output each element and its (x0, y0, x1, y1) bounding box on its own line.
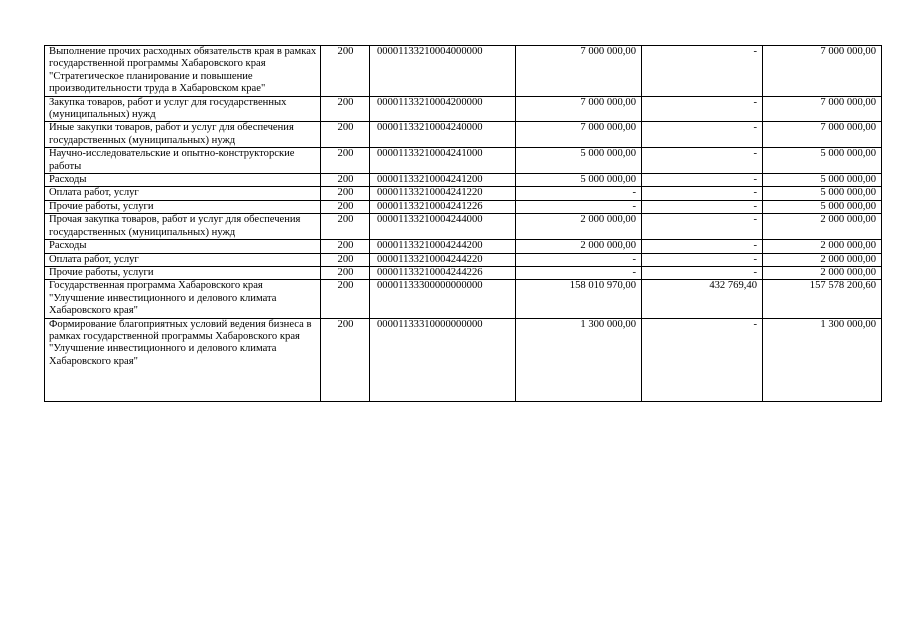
executed-amount-cell: - (642, 96, 763, 122)
expense-name-cell: Расходы (45, 174, 321, 187)
budget-classification-code-cell: 00001133210004241200 (370, 174, 516, 187)
executed-amount-cell: 432 769,40 (642, 280, 763, 318)
remaining-amount-cell: 7 000 000,00 (763, 122, 882, 148)
table-row (45, 253, 882, 266)
line-code-cell: 200 (321, 187, 370, 200)
executed-amount-cell: - (642, 148, 763, 174)
table-row (45, 96, 882, 122)
executed-amount-cell: - (642, 187, 763, 200)
line-code-cell: 200 (321, 122, 370, 148)
table-row (45, 148, 882, 174)
executed-amount-cell: - (642, 253, 763, 266)
expense-name-cell: Расходы (45, 240, 321, 253)
line-code-cell: 200 (321, 266, 370, 279)
table-body (45, 46, 882, 402)
remaining-amount-cell: 2 000 000,00 (763, 266, 882, 279)
executed-amount-cell: - (642, 266, 763, 279)
approved-amount-cell: - (516, 253, 642, 266)
line-code-cell: 200 (321, 280, 370, 318)
budget-classification-code-cell: 00001133210004244226 (370, 266, 516, 279)
approved-amount-cell: - (516, 266, 642, 279)
line-code-cell: 200 (321, 253, 370, 266)
expense-name-cell: Закупка товаров, работ и услуг для государственных (муниципальных) нужд (45, 96, 321, 122)
remaining-amount-cell: 7 000 000,00 (763, 96, 882, 122)
line-code-cell: 200 (321, 96, 370, 122)
budget-classification-code-cell: 00001133210004244200 (370, 240, 516, 253)
budget-classification-code-cell: 00001133210004241220 (370, 187, 516, 200)
expense-name-cell: Прочие работы, услуги (45, 200, 321, 213)
remaining-amount-cell: 2 000 000,00 (763, 214, 882, 240)
remaining-amount-cell: 2 000 000,00 (763, 240, 882, 253)
remaining-amount-cell: 1 300 000,00 (763, 318, 882, 401)
expense-name-cell: Государственная программа Хабаровского края "Улучшение инвестиционного и делового климата Хабаровского края" (45, 280, 321, 318)
expense-name-cell: Формирование благоприятных условий ведения бизнеса в рамках государственной программы Хабаровского края "Улучшение инвестиционного и делового климата Хабаровского края" (45, 318, 321, 401)
budget-classification-code-cell: 00001133210004240000 (370, 122, 516, 148)
executed-amount-cell: - (642, 214, 763, 240)
table-row (45, 280, 882, 318)
approved-amount-cell: 5 000 000,00 (516, 148, 642, 174)
line-code-cell: 200 (321, 174, 370, 187)
approved-amount-cell: 7 000 000,00 (516, 46, 642, 97)
remaining-amount-cell: 5 000 000,00 (763, 200, 882, 213)
line-code-cell: 200 (321, 240, 370, 253)
approved-amount-cell: - (516, 187, 642, 200)
expense-name-cell: Прочие работы, услуги (45, 266, 321, 279)
line-code-cell: 200 (321, 200, 370, 213)
budget-classification-code-cell: 00001133210004241226 (370, 200, 516, 213)
expense-name-cell: Иные закупки товаров, работ и услуг для обеспечения государственных (муниципальных) нужд (45, 122, 321, 148)
executed-amount-cell: - (642, 240, 763, 253)
expense-name-cell: Выполнение прочих расходных обязательств края в рамках государственной программы Хабаровского края "Стратегическое планирование и повышение производительности труда в Хабаровском крае" (45, 46, 321, 97)
budget-execution-table (44, 45, 882, 402)
approved-amount-cell: 7 000 000,00 (516, 96, 642, 122)
table-row (45, 46, 882, 97)
executed-amount-cell: - (642, 122, 763, 148)
remaining-amount-cell: 157 578 200,60 (763, 280, 882, 318)
table-row (45, 214, 882, 240)
remaining-amount-cell: 7 000 000,00 (763, 46, 882, 97)
line-code-cell: 200 (321, 318, 370, 401)
line-code-cell: 200 (321, 46, 370, 97)
approved-amount-cell: - (516, 200, 642, 213)
remaining-amount-cell: 5 000 000,00 (763, 148, 882, 174)
expense-name-cell: Научно-исследовательские и опытно-конструкторские работы (45, 148, 321, 174)
executed-amount-cell: - (642, 318, 763, 401)
expense-name-cell: Оплата работ, услуг (45, 253, 321, 266)
approved-amount-cell: 2 000 000,00 (516, 214, 642, 240)
table-row (45, 187, 882, 200)
executed-amount-cell: - (642, 46, 763, 97)
table-row (45, 318, 882, 401)
table-row (45, 240, 882, 253)
approved-amount-cell: 158 010 970,00 (516, 280, 642, 318)
approved-amount-cell: 7 000 000,00 (516, 122, 642, 148)
table-row (45, 266, 882, 279)
budget-classification-code-cell: 00001133210004200000 (370, 96, 516, 122)
table-row (45, 174, 882, 187)
budget-classification-code-cell: 00001133310000000000 (370, 318, 516, 401)
line-code-cell: 200 (321, 214, 370, 240)
budget-classification-code-cell: 00001133210004000000 (370, 46, 516, 97)
table-row (45, 122, 882, 148)
budget-classification-code-cell: 00001133210004241000 (370, 148, 516, 174)
budget-classification-code-cell: 00001133210004244220 (370, 253, 516, 266)
expense-name-cell: Оплата работ, услуг (45, 187, 321, 200)
approved-amount-cell: 2 000 000,00 (516, 240, 642, 253)
table-row (45, 200, 882, 213)
budget-classification-code-cell: 00001133210004244000 (370, 214, 516, 240)
remaining-amount-cell: 5 000 000,00 (763, 174, 882, 187)
executed-amount-cell: - (642, 174, 763, 187)
executed-amount-cell: - (642, 200, 763, 213)
remaining-amount-cell: 5 000 000,00 (763, 187, 882, 200)
line-code-cell: 200 (321, 148, 370, 174)
remaining-amount-cell: 2 000 000,00 (763, 253, 882, 266)
expense-name-cell: Прочая закупка товаров, работ и услуг для обеспечения государственных (муниципальных) нужд (45, 214, 321, 240)
approved-amount-cell: 1 300 000,00 (516, 318, 642, 401)
budget-classification-code-cell: 00001133300000000000 (370, 280, 516, 318)
approved-amount-cell: 5 000 000,00 (516, 174, 642, 187)
